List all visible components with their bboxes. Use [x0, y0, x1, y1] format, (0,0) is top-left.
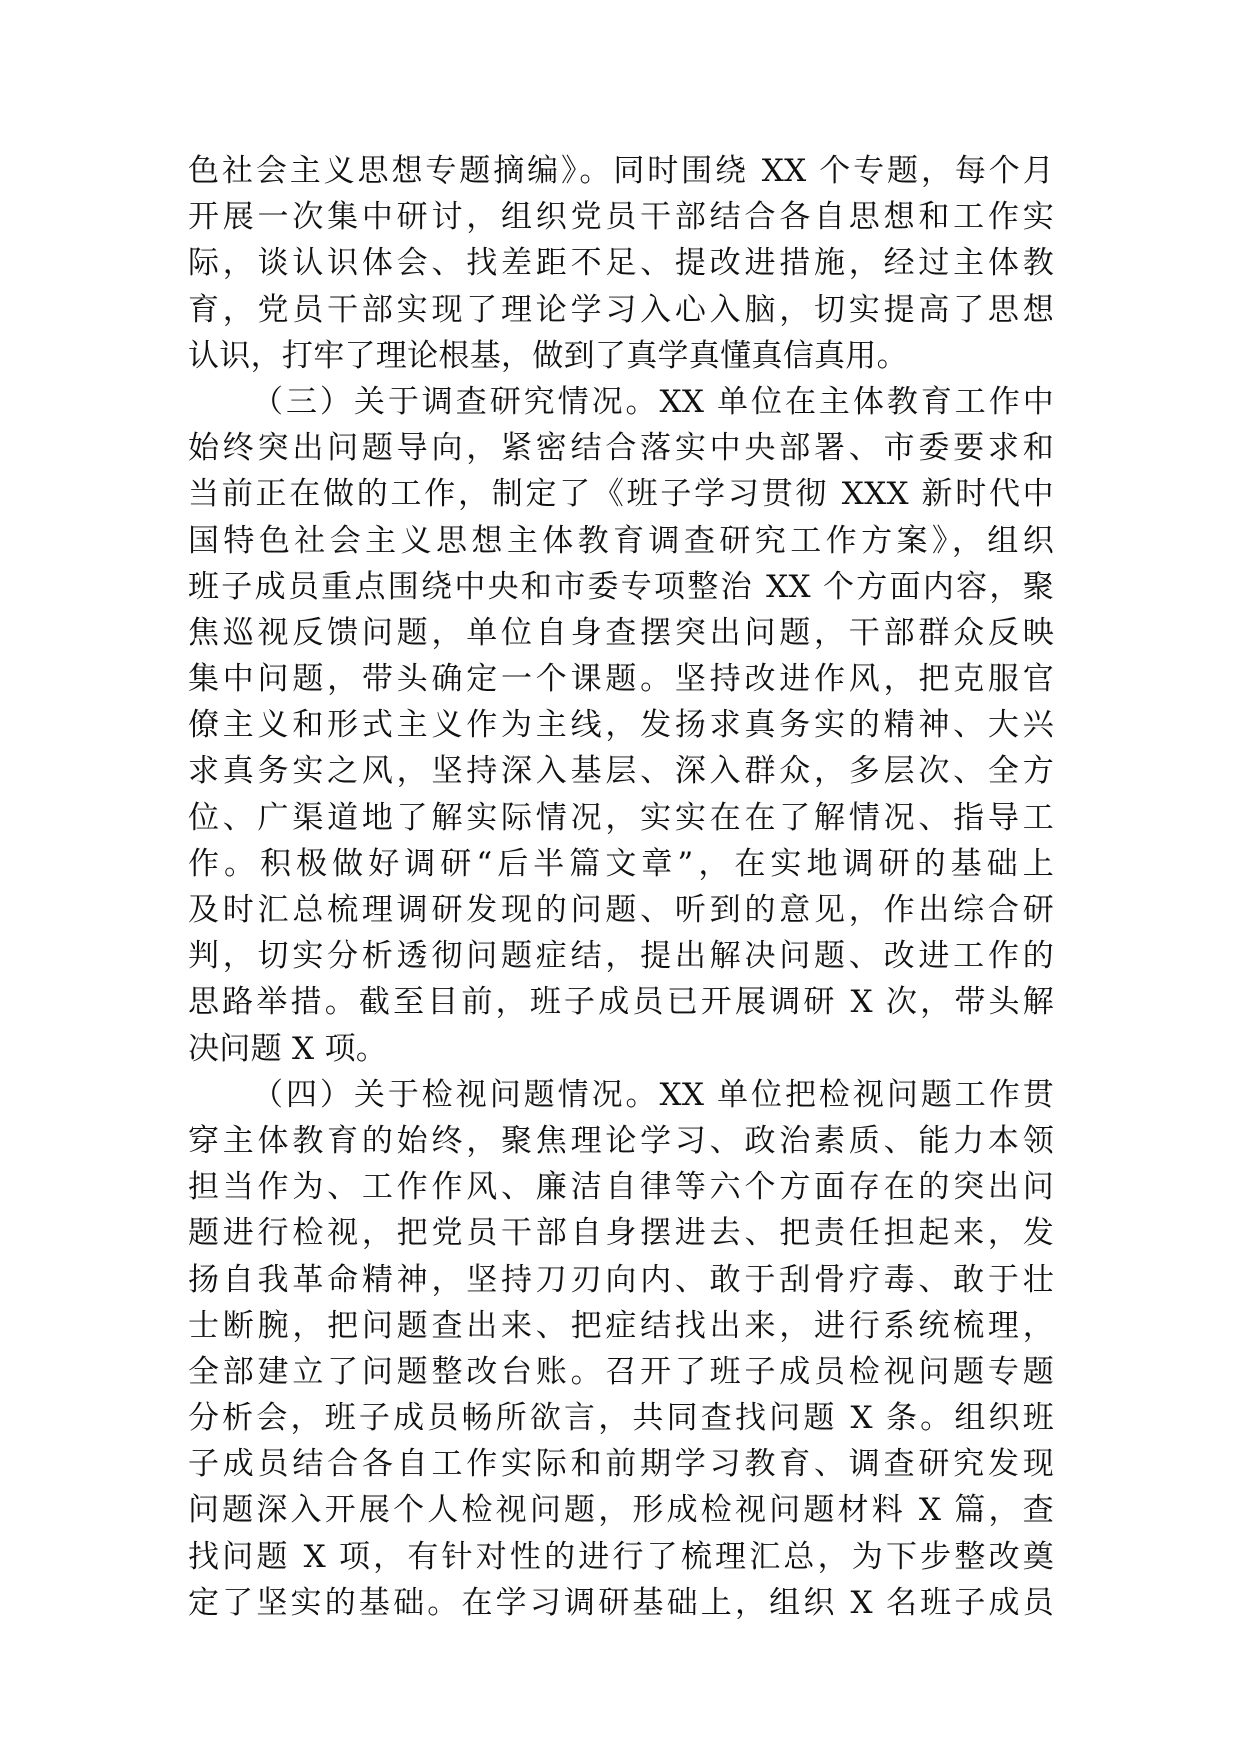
body-text-line: （三）关于调查研究情况。XX 单位在主体教育工作中: [252, 383, 1054, 420]
body-text-line: 分析会，班子成员畅所欲言，共同查找问题 X 条。组织班: [188, 1400, 1054, 1437]
document-body: [188, 148, 1054, 1626]
body-text-line: 问题深入开展个人检视问题，形成检视问题材料 X 篇，查: [188, 1492, 1054, 1529]
body-text-line: 题进行检视，把党员干部自身摆进去、把责任担起来，发: [188, 1215, 1054, 1252]
body-text-line: 国特色社会主义思想主体教育调查研究工作方案》，组织: [188, 522, 1054, 559]
body-text-line: 位、广渠道地了解实际情况，实实在在了解情况、指导工: [188, 799, 1054, 836]
body-text-line: 焦巡视反馈问题，单位自身查摆突出问题，干部群众反映: [188, 614, 1054, 651]
body-text-line: 开展一次集中研讨，组织党员干部结合各自思想和工作实: [188, 199, 1054, 236]
body-text-line: 认识，打牢了理论根基，做到了真学真懂真信真用。: [188, 337, 908, 374]
body-text-line: 穿主体教育的始终，聚焦理论学习、政治素质、能力本领: [188, 1122, 1054, 1159]
body-text-line: （四）关于检视问题情况。XX 单位把检视问题工作贯: [252, 1076, 1054, 1113]
body-text-line: 全部建立了问题整改台账。召开了班子成员检视问题专题: [188, 1353, 1054, 1390]
body-text-line: 育，党员干部实现了理论学习入心入脑，切实提高了思想: [188, 291, 1054, 328]
body-text-line: 子成员结合各自工作实际和前期学习教育、调查研究发现: [188, 1446, 1054, 1483]
body-text-line: 当前正在做的工作，制定了《班子学习贯彻 XXX 新时代中: [188, 476, 1054, 513]
body-text-line: 决问题 X 项。: [188, 1030, 388, 1067]
body-text-line: 及时汇总梳理调研发现的问题、听到的意见，作出综合研: [188, 892, 1054, 928]
body-text-line: 际，谈认识体会、找差距不足、提改进措施，经过主体教: [188, 245, 1054, 282]
body-text-line: 僚主义和形式主义作为主线，发扬求真务实的精神、大兴: [188, 707, 1054, 744]
body-text-line: 作。积极做好调研“后半篇文章”，在实地调研的基础上: [188, 845, 1054, 882]
body-text-line: 色社会主义思想专题摘编》。同时围绕 XX 个专题，每个月: [188, 153, 1054, 189]
body-text-line: 思路举措。截至目前，班子成员已开展调研 X 次，带头解: [188, 984, 1054, 1021]
body-text-line: 定了坚实的基础。在学习调研基础上，组织 X 名班子成员: [188, 1584, 1054, 1621]
body-text-line: 担当作为、工作作风、廉洁自律等六个方面存在的突出问: [188, 1169, 1054, 1206]
body-text-line: 找问题 X 项，有针对性的进行了梳理汇总，为下步整改奠: [188, 1538, 1054, 1575]
body-text-line: 班子成员重点围绕中央和市委专项整治 XX 个方面内容，聚: [188, 568, 1054, 605]
body-text-line: 士断腕，把问题查出来、把症结找出来，进行系统梳理，: [188, 1307, 1054, 1344]
body-text-line: 求真务实之风，坚持深入基层、深入群众，多层次、全方: [188, 753, 1054, 790]
body-text-line: 始终突出问题导向，紧密结合落实中央部署、市委要求和: [188, 430, 1054, 467]
body-text-line: 集中问题，带头确定一个课题。坚持改进作风，把克服官: [188, 661, 1054, 698]
body-text-line: 扬自我革命精神，坚持刀刃向内、敢于刮骨疗毒、敢于壮: [188, 1261, 1054, 1298]
body-text-line: 判，切实分析透彻问题症结，提出解决问题、改进工作的: [188, 938, 1054, 975]
